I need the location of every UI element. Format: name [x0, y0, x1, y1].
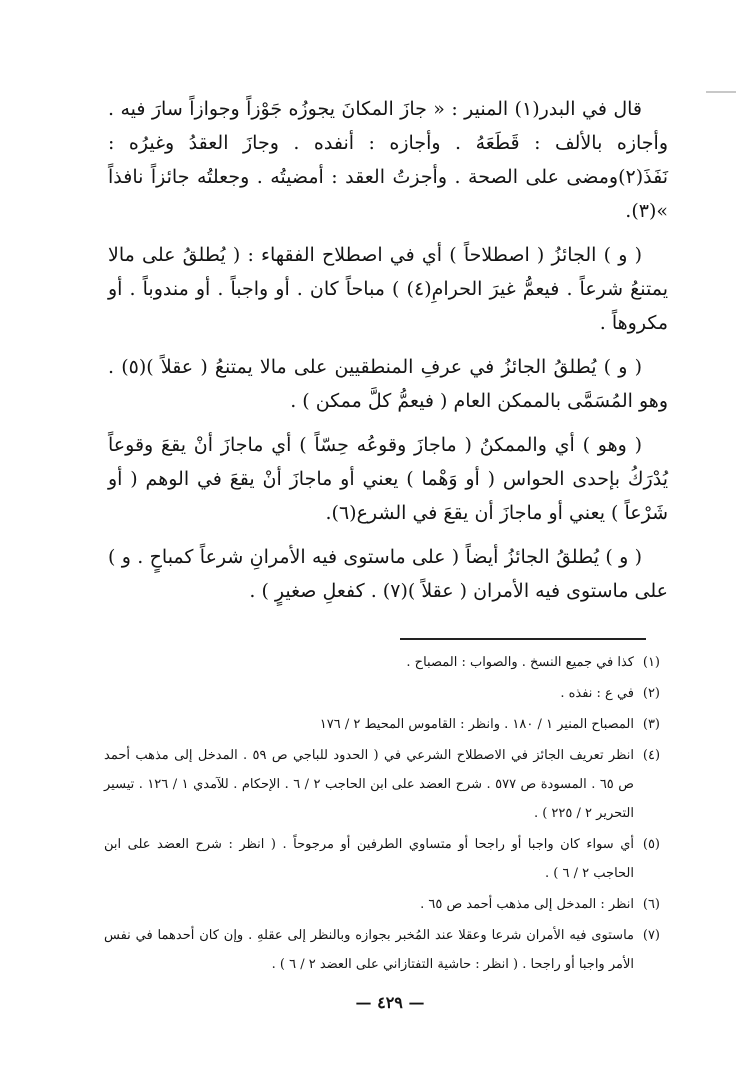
scan-corner-mark [706, 91, 736, 93]
footnote-number: (٧) [642, 928, 660, 943]
footnote-4 [104, 741, 660, 828]
footnote-number: (١) [642, 655, 660, 670]
footnote-number: (٥) [642, 837, 660, 852]
page-number: — ٤٢٩ — [355, 993, 425, 1012]
footnote-text: المصباح المنير ١ / ١٨٠ . وانظر : القاموس المحيط ٢ / ١٧٦ [319, 717, 634, 732]
footnote-number: (٤) [642, 748, 661, 763]
footnote-text: ماستوى فيه الأمران شرعا وعقلا عند المُخبر بجوازه وبالنظر إلى عقلهِ . وإن كان أحدهما في نفس الأمر واجبا أو راجحا . ( انظر : حاشية التفتازاني على العضد ٢ / ٦ ) . [104, 928, 634, 972]
footnote-text: انظر تعريف الجائز في الاصطلاح الشرعي في ( الحدود للباجي ص ٥٩ . المدخل إلى مذهب أحمد ص ٦٥ . المسودة ص ٥٧٧ . شرح العضد على ابن الحاجب ٢ / ٦ . الإحكام . للآمدي ١ / ١٢٦ . تيسير التحرير ٢ / ٢٢٥ ) . [104, 748, 635, 821]
footnote-5 [104, 830, 660, 888]
main-text [108, 92, 668, 618]
footnote-text: في ع : نفذه . [560, 686, 634, 701]
footnote-text: انظر : المدخل إلى مذهب أحمد ص ٦٥ . [420, 897, 634, 912]
footnote-separator [400, 638, 646, 640]
paragraph-4: ( وهو ) أي والممكنُ ( ماجازَ وقوعُه حِسّاً ) أي ماجازَ أنْ يقعَ وقوعاً يُدْرَكُ بإحدى الحواس ( أو وَهْما ) يعني أو ماجازَ أنْ يقعَ في الوهم ( أو شَرْعاً ) يعني أو ماجازَ أن يقعَ في الشرع(٦). [108, 434, 668, 524]
footnote-1 [104, 648, 660, 677]
footnote-number: (٦) [642, 897, 660, 912]
footnotes [104, 648, 660, 981]
footnote-number: (٢) [642, 686, 660, 701]
paragraph-2: ( و ) الجائزُ ( اصطلاحاً ) أي في اصطلاح الفقهاء : ( يُطلقُ على مالا يمتنعُ شرعاً . فيعمُّ غيرَ الحرامِ(٤) ) مباحاً كان . أو واجباً . أو مندوباً . أو مكروهاً . [108, 244, 669, 334]
footnote-6 [104, 890, 660, 919]
footnote-2 [104, 679, 660, 708]
paragraph-3: ( و ) يُطلقُ الجائزُ في عرفِ المنطقيين على مالا يمتنعُ ( عقلاً )(٥) . وهو المُسَمَّى بالممكن العام ( فيعمُّ كلَّ ممكن ) . [108, 356, 668, 412]
footnote-text: أي سواء كان واجبا أو راجحا أو متساوي الطرفين أو مرجوحاً . ( انظر : شرح العضد على ابن الحاجب ٢ / ٦ ) . [104, 837, 634, 881]
footnote-number: (٣) [642, 717, 660, 732]
footnote-text: كذا في جميع النسخ . والصواب : المصباح . [406, 655, 634, 670]
paragraph-1: قال في البدر(١) المنير : « جازَ المكانَ يجوزُه جَوْزاً وجوازاً سارَ فيه . وأجازه بالألف : قَطَعَهُ . وأجازه : أنفده . وجازَ العقدُ وغيرُه : نَفَذَ(٢)ومضى على الصحة . وأجزتُ العقد : أمضيتُه . وجعلتُه جائزاً نافذاً »(٣). [108, 98, 668, 222]
footnote-3 [104, 710, 660, 739]
paragraph-5: ( و ) يُطلقُ الجائزُ أيضاً ( على ماستوى فيه الأمرانِ شرعاً كمباحٍ . و ) على ماستوى فيه الأمران ( عقلاً )(٧) . كفعلِ صغيرٍ ) . [108, 546, 668, 602]
footnote-7 [104, 921, 660, 979]
